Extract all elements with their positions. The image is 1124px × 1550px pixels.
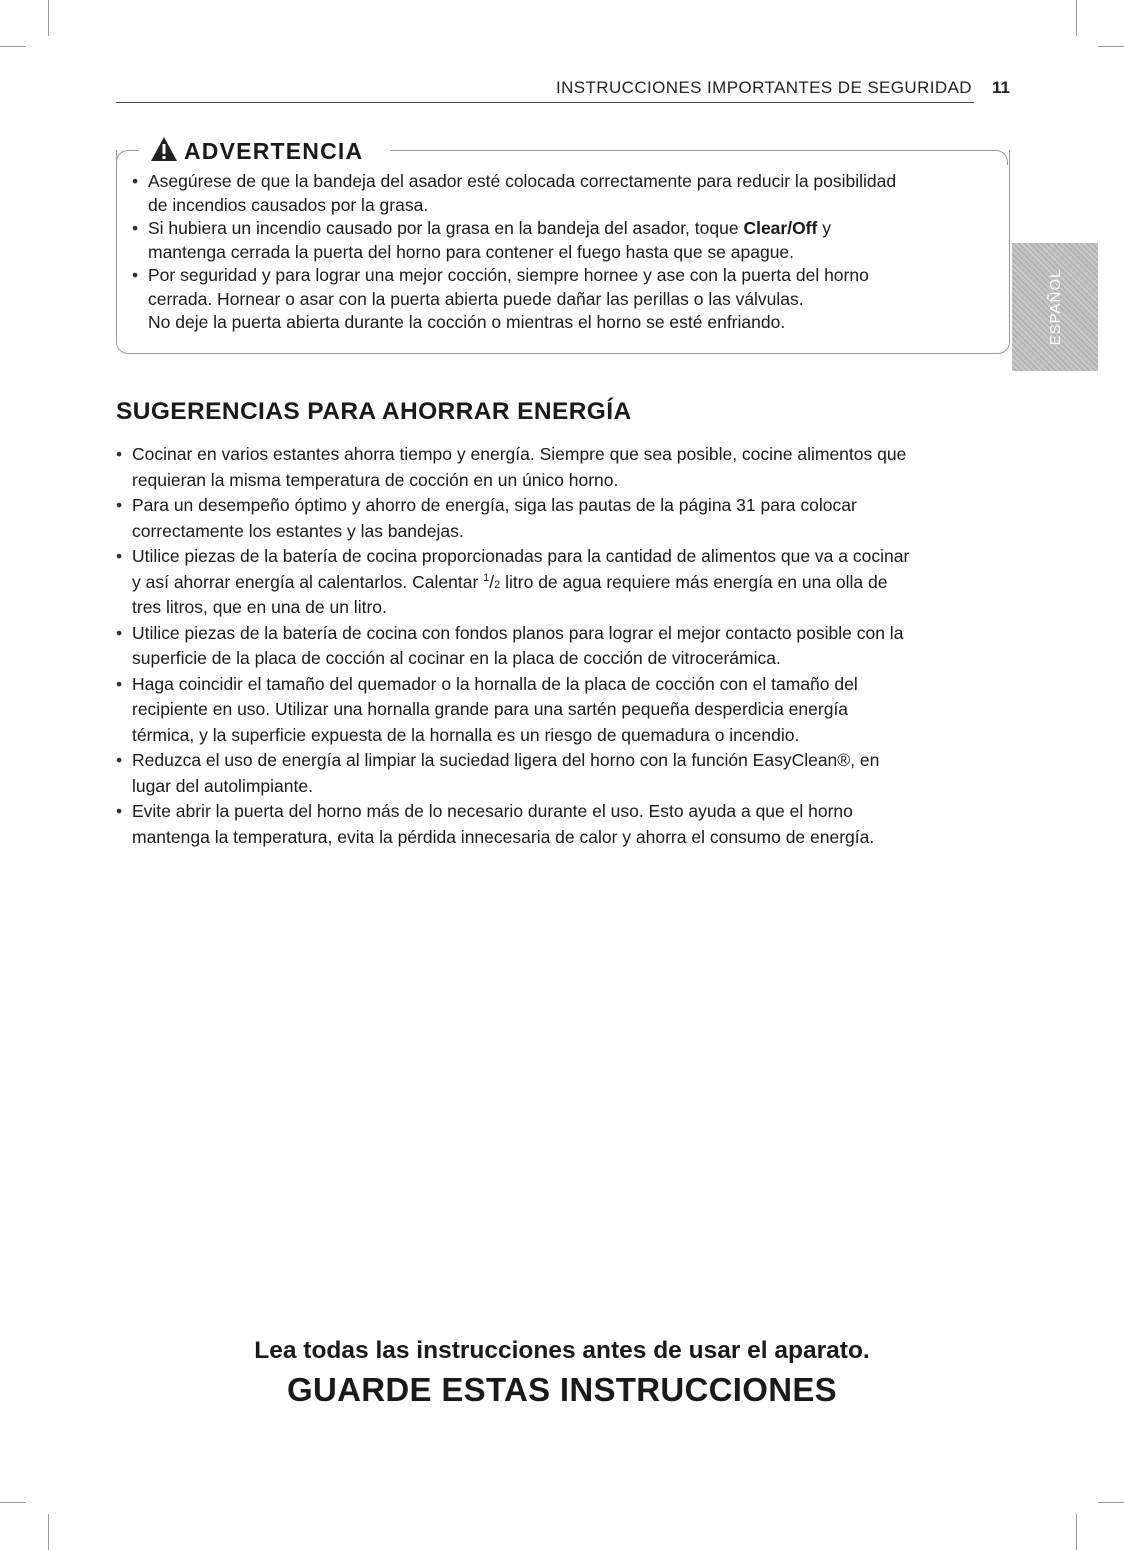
warning-title: ADVERTENCIA bbox=[184, 137, 364, 164]
list-item-line: • Utilice piezas de la batería de cocina con fondos planos para lograr el mejor contacto posible con la bbox=[132, 622, 904, 643]
warning-item bbox=[132, 170, 1000, 217]
warning-text: y bbox=[817, 218, 831, 238]
list-item-line: recipiente en uso. Utilizar una hornalla grande para una sartén pequeña desperdicia energía bbox=[132, 699, 849, 719]
header-rule bbox=[116, 102, 974, 103]
crop-mark bbox=[1098, 46, 1124, 47]
warning-item-line: • Asegúrese de que la bandeja del asador esté colocada correctamente para reducir la posibilidad bbox=[148, 171, 897, 191]
fraction-denominator: 2 bbox=[494, 578, 501, 591]
crop-mark bbox=[0, 1502, 26, 1503]
list-item-line: lugar del autolimpiante. bbox=[132, 775, 313, 796]
list-item-line: • Cocinar en varios estantes ahorra tiempo y energía. Siempre que sea posible, cocine alimentos que bbox=[132, 444, 907, 464]
warning-item bbox=[132, 264, 1000, 335]
list-item-line: térmica, y la superficie expuesta de la hornalla es un riesgo de quemadura o incendio. bbox=[132, 724, 800, 745]
warning-box-corner bbox=[116, 150, 139, 171]
warning-item-line: de incendios causados por la grasa. bbox=[148, 194, 429, 215]
clear-off-key: Clear/Off bbox=[743, 218, 818, 238]
list-item-line: • Para un desempeño óptimo y ahorro de energía, siga las pautas de la página 31 para colocar bbox=[132, 495, 857, 515]
header-title: INSTRUCCIONES IMPORTANTES DE SEGURIDAD bbox=[555, 78, 972, 97]
footer-heading: GUARDE ESTAS INSTRUCCIONES bbox=[287, 1371, 837, 1408]
crop-mark bbox=[1076, 0, 1077, 36]
list-item-line: correctamente los estantes y las bandejas. bbox=[132, 520, 464, 541]
list-text: litro de agua requiere más energía en una olla de bbox=[500, 571, 888, 592]
warning-box-topline bbox=[390, 150, 996, 151]
warning-item-line bbox=[148, 217, 1000, 241]
language-tab bbox=[1012, 243, 1098, 371]
language-tab-label: ESPAÑOL bbox=[1046, 268, 1064, 346]
list-item bbox=[116, 799, 1016, 850]
list-item-line: tres litros, que en una de un litro. bbox=[132, 597, 387, 617]
crop-mark bbox=[1098, 1502, 1124, 1503]
list-item-line: • Reduzca el uso de energía al limpiar la suciedad ligera del horno con la función EasyClean®, en bbox=[132, 750, 880, 770]
list-item-line: requieran la misma temperatura de cocción en un único horno. bbox=[132, 469, 619, 490]
list-item bbox=[116, 493, 1016, 544]
list-item-line: superficie de la placa de cocción al cocinar en la placa de cocción de vitrocerámica. bbox=[132, 648, 781, 668]
warning-item-line: No deje la puerta abierta durante la cocción o mientras el horno se esté enfriando. bbox=[148, 312, 786, 332]
warning-list bbox=[132, 170, 1000, 335]
list-item bbox=[116, 748, 1016, 799]
page-number: 11 bbox=[992, 78, 1010, 97]
warning-item-line: cerrada. Hornear o asar con la puerta abierta puede dañar las perillas o las válvulas. bbox=[148, 288, 804, 309]
warning-heading bbox=[146, 136, 369, 166]
crop-mark bbox=[1076, 1514, 1077, 1550]
list-item-line: • Utilice piezas de la batería de cocina proporcionadas para la cantidad de alimentos que va a cocinar bbox=[132, 546, 910, 566]
warning-item-line: mantenga cerrada la puerta del horno para contener el fuego hasta que se apague. bbox=[148, 241, 795, 262]
list-item bbox=[116, 621, 1016, 672]
list-item bbox=[116, 442, 1016, 493]
crop-mark bbox=[0, 46, 26, 47]
fraction-numerator: 1 bbox=[483, 571, 490, 584]
crop-mark bbox=[48, 0, 49, 36]
section-title: SUGERENCIAS PARA AHORRAR ENERGÍA bbox=[116, 398, 632, 425]
warning-item-line: • Por seguridad y para lograr una mejor cocción, siempre hornee y ase con la puerta del horno bbox=[148, 265, 869, 285]
list-item-line: • Evite abrir la puerta del horno más de lo necesario durante el uso. Esto ayuda a que el horno bbox=[132, 801, 853, 821]
list-item-line: y así ahorrar energía al calentarlos. Calentar $^1$/2 litro de agua requiere más energía en una olla de bbox=[132, 571, 888, 592]
list-item bbox=[116, 672, 1016, 749]
list-item-line: mantenga la temperatura, evita la pérdida innecesaria de calor y ahorra el consumo de energía. bbox=[132, 826, 875, 847]
energy-tips-list bbox=[116, 442, 1016, 850]
crop-mark bbox=[48, 1514, 49, 1550]
warning-item bbox=[132, 217, 1000, 264]
list-text: y así ahorrar energía al calentarlos. Calentar bbox=[132, 571, 484, 592]
list-item bbox=[116, 544, 1016, 621]
page-header bbox=[116, 78, 1016, 104]
footer-notice: Lea todas las instrucciones antes de usar el aparato. bbox=[254, 1337, 870, 1364]
warning-triangle-icon bbox=[150, 136, 178, 167]
list-item-line: • Haga coincidir el tamaño del quemador o la hornalla de la placa de cocción con el tamaño del bbox=[132, 673, 858, 694]
warning-text: Si hubiera un incendio causado por la grasa en la bandeja del asador, toque bbox=[148, 218, 744, 238]
